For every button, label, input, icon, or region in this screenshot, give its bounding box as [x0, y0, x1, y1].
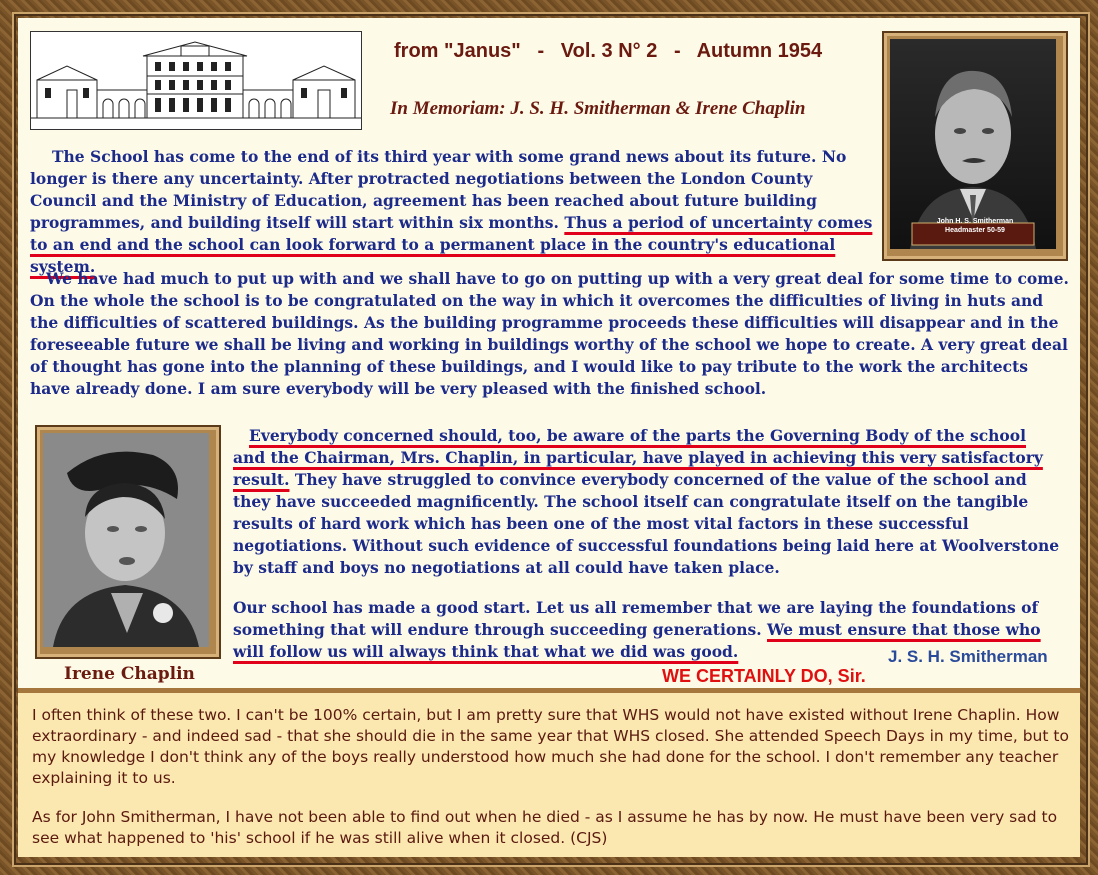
- chaplin-photo-frame: [35, 425, 221, 659]
- chaplin-caption: Irene Chaplin: [64, 664, 195, 684]
- p3-underlined: Everybody concerned should, too, be aware of the parts the Governing Body of the school and the Chairman, Mrs. Chaplin, in particular, have played in achieving this very satisfactory result.: [233, 426, 1043, 489]
- smitherman-photo-frame: [882, 31, 1068, 261]
- chaplin-photo: [43, 433, 213, 651]
- smitherman-caption-name: John H. S. Smitherman: [936, 218, 1014, 225]
- p3-plain: They have struggled to convince everybody concerned of the value of the school and they have succeeded magnificently. The school itself can congratulate itself on the tangible results of hard work which has been one of the most vital factors in these successful negotiations. Without such evidence of successful foundations being laid here at Woolverstone by staff and boys no negotiations at all could have taken place.: [233, 470, 1060, 577]
- article-paragraph-1: [30, 146, 878, 278]
- p1-plain: The School has come to the end of its third year with some grand news about its future. No longer is there any uncertainty. After protracted negotiations between the London County Council and the Ministry of Education, agreement has been reached about future building programmes, and building itself will start within six months.: [30, 147, 847, 232]
- p4-underlined: We must ensure that those who will follow us will always think that what we did was good.: [233, 620, 1041, 661]
- article-paragraph-2: [30, 268, 1070, 400]
- smitherman-photo: [890, 39, 1060, 253]
- source-line: from "Janus" - Vol. 3 N° 2 - Autumn 1954: [394, 40, 823, 62]
- p4-plain: Our school has made a good start. Let us all remember that we are laying the foundations of something that will endure through succeeding generations.: [233, 598, 1039, 639]
- p2-text: We have had much to put up with and we shall have to go on putting up with a very great deal for some time to come. On the whole the school is to be congratulated on the way in which it overcomes the difficulties of living in huts and the difficulties of scattered buildings. As the building programme proceeds these difficulties will disappear and in the foreseeable future we shall be living and working in buildings worthy of the school we hope to create. A very great deal of thought has gone into the planning of these buildings, and I would like to pay tribute to the work the architects have already done. I am sure everybody will be very pleased with the finished school.: [30, 269, 1069, 398]
- article-paragraph-3: [233, 425, 1063, 579]
- commentary-paragraph-2: As for John Smitherman, I have not been able to find out when he died - as I assume he has by now. He must have been very sad to see what happened to 'his' school if he was still alive when it closed. (CJS): [32, 808, 1058, 847]
- commentary-paragraph-1: I often think of these two. I can't be 100% certain, but I am pretty sure that WHS would not have existed without Irene Chaplin. How extraordinary - and indeed sad - that she should die in the same year that WHS closed. She attended Speech Days in my time, but to my knowledge I don't think any of the boys really understood how much she had done for the school. I don't remember any teacher explaining it to us.: [32, 706, 1069, 787]
- p1-underlined: Thus a period of uncertainty comes to an end and the school can look forward to a permanent place in the country's educational system.: [30, 213, 873, 276]
- memoriam-title: In Memoriam: J. S. H. Smitherman & Irene Chaplin: [390, 98, 806, 119]
- school-building-sketch: [30, 31, 362, 130]
- signature: J. S. H. Smitherman: [888, 647, 1048, 666]
- smitherman-caption-role: Headmaster 50-59: [945, 227, 1005, 234]
- response-text: WE CERTAINLY DO, Sir.: [662, 666, 866, 686]
